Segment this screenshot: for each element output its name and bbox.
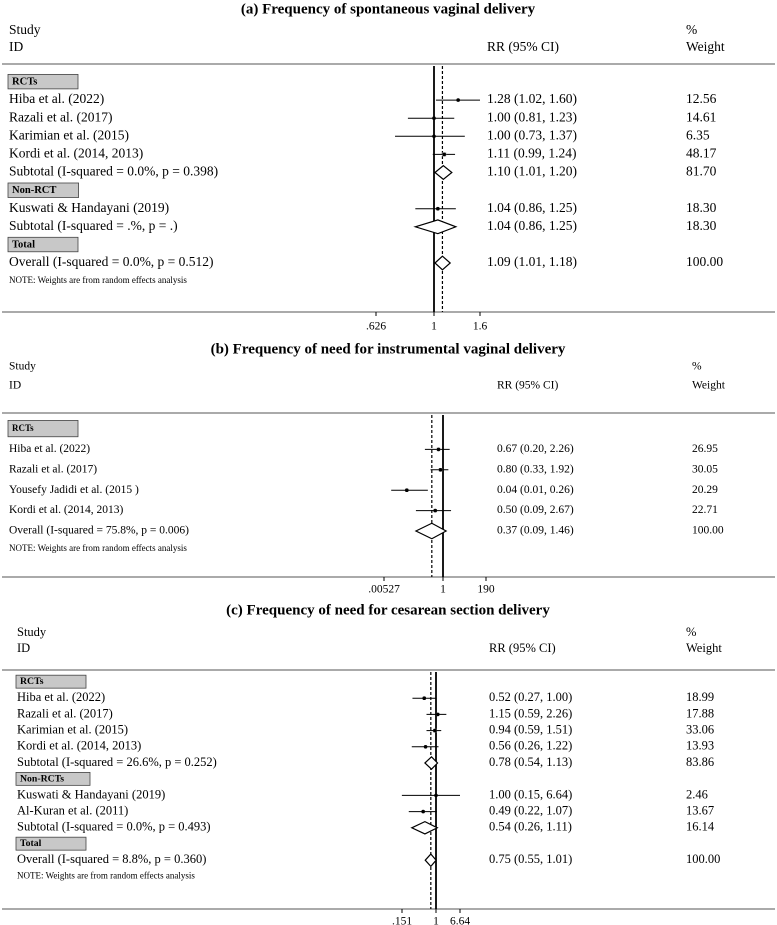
- weight-text: 2.46: [686, 787, 708, 802]
- effect-ci-text: 1.09 (1.01, 1.18): [487, 254, 577, 270]
- axis-tick-label: 1: [440, 583, 446, 596]
- axis-tick-label: 1: [433, 915, 439, 925]
- forest-panel-b: [2, 341, 775, 595]
- study-label: Razali et al. (2017): [9, 463, 98, 476]
- study-label: Kordi et al. (2014, 2013): [9, 145, 144, 161]
- axis-tick-label: .151: [391, 915, 413, 925]
- subtotal-label: Subtotal (I-squared = 26.6%, p = 0.252): [17, 754, 217, 769]
- header-percent: %: [686, 22, 698, 38]
- header-weight: Weight: [686, 39, 725, 55]
- header-percent: %: [686, 624, 697, 639]
- panel-title: (b) Frequency of need for instrumental vaginal delivery: [210, 341, 566, 358]
- point-estimate: [434, 794, 438, 798]
- effect-ci-text: 0.67 (0.20, 2.26): [497, 443, 574, 456]
- effect-ci-text: 0.78 (0.54, 1.13): [489, 754, 573, 769]
- axis-tick-label: .626: [365, 320, 387, 333]
- point-estimate: [405, 488, 409, 492]
- effect-ci-text: 1.11 (0.99, 1.24): [487, 145, 577, 161]
- study-label: Kuswati & Handayani (2019): [17, 787, 166, 802]
- effect-ci-text: 0.04 (0.01, 0.26): [497, 483, 574, 496]
- header-study: Study: [17, 624, 47, 639]
- point-estimate: [433, 509, 437, 513]
- point-estimate: [422, 696, 426, 700]
- header-weight: Weight: [692, 379, 725, 392]
- weight-text: 33.06: [686, 722, 715, 737]
- axis-tick-label: 1.6: [472, 320, 488, 333]
- weight-text: 26.95: [692, 443, 718, 456]
- weight-text: 16.14: [686, 819, 715, 834]
- study-label: Hiba et al. (2022): [9, 91, 105, 107]
- overall-diamond: [435, 256, 450, 270]
- effect-ci-text: 0.75 (0.55, 1.01): [489, 852, 573, 867]
- weight-text: 18.30: [686, 217, 717, 233]
- weight-text: 20.29: [692, 483, 718, 496]
- panel-title: (c) Frequency of need for cesarean section delivery: [226, 602, 550, 619]
- subtotal-label: Subtotal (I-squared = 0.0%, p = 0.398): [9, 163, 219, 179]
- header-id: ID: [17, 640, 31, 655]
- study-label: Yousefy Jadidi et al. (2015 ): [9, 483, 139, 496]
- study-label: Kordi et al. (2014, 2013): [17, 738, 142, 753]
- overall-label: Overall (I-squared = 75.8%, p = 0.006): [9, 524, 189, 537]
- point-estimate: [436, 207, 440, 211]
- point-estimate: [424, 745, 428, 749]
- weights-note: NOTE: Weights are from random effects analysis: [9, 275, 187, 286]
- weight-text: 100.00: [686, 254, 724, 270]
- subtotal-label: Subtotal (I-squared = 0.0%, p = 0.493): [17, 819, 211, 834]
- weight-text: 30.05: [692, 463, 718, 476]
- header-percent: %: [692, 360, 702, 373]
- study-label: Al-Kuran et al. (2011): [17, 803, 129, 818]
- point-estimate: [456, 98, 460, 102]
- weight-text: 6.35: [686, 127, 710, 143]
- header-study: Study: [9, 360, 36, 373]
- effect-ci-text: 1.00 (0.73, 1.37): [487, 127, 577, 143]
- weight-text: 14.61: [686, 109, 717, 125]
- weights-note: NOTE: Weights are from random effects analysis: [17, 870, 195, 881]
- subtotal-diamond: [415, 220, 456, 234]
- effect-ci-text: 1.15 (0.59, 2.26): [489, 706, 573, 721]
- study-label: Hiba et al. (2022): [17, 690, 106, 705]
- point-estimate: [439, 468, 443, 472]
- effect-ci-text: 1.10 (1.01, 1.20): [487, 163, 577, 179]
- overall-label: Overall (I-squared = 0.0%, p = 0.512): [9, 254, 214, 270]
- weight-text: 22.71: [692, 504, 718, 517]
- forest-panel-c: [2, 602, 775, 925]
- effect-ci-text: 0.49 (0.22, 1.07): [489, 803, 573, 818]
- header-id: ID: [9, 39, 24, 55]
- effect-ci-text: 1.04 (0.86, 1.25): [487, 217, 577, 233]
- axis-tick-label: 1: [431, 320, 437, 333]
- effect-ci-text: 1.28 (1.02, 1.60): [487, 91, 577, 107]
- header-study: Study: [9, 22, 41, 38]
- effect-ci-text: 0.80 (0.33, 1.92): [497, 463, 574, 476]
- point-estimate: [442, 153, 446, 157]
- study-label: Karimian et al. (2015): [17, 722, 129, 737]
- forest-panel-a: [2, 1, 775, 332]
- header-effect: RR (95% CI): [497, 379, 559, 392]
- effect-ci-text: 1.04 (0.86, 1.25): [487, 199, 577, 215]
- header-weight: Weight: [686, 640, 722, 655]
- subtotal-label: Subtotal (I-squared = .%, p = .): [9, 217, 178, 233]
- study-label: Razali et al. (2017): [9, 109, 113, 125]
- effect-ci-text: 0.50 (0.09, 2.67): [497, 504, 574, 517]
- subgroup-header: Total: [12, 239, 35, 251]
- weight-text: 13.67: [686, 803, 715, 818]
- panel-title: (a) Frequency of spontaneous vaginal delivery: [240, 1, 536, 18]
- study-label: Kordi et al. (2014, 2013): [9, 504, 124, 517]
- weight-text: 18.30: [686, 199, 717, 215]
- overall-diamond: [425, 854, 436, 866]
- header-id: ID: [9, 379, 22, 392]
- weight-text: 100.00: [692, 524, 724, 537]
- effect-ci-text: 1.00 (0.81, 1.23): [487, 109, 577, 125]
- weight-text: 12.56: [686, 91, 717, 107]
- axis-tick-label: 190: [477, 583, 495, 596]
- study-label: Razali et al. (2017): [17, 706, 113, 721]
- subgroup-header: Non-RCTs: [20, 773, 65, 785]
- weight-text: 83.86: [686, 754, 715, 769]
- subtotal-diamond: [435, 166, 452, 180]
- point-estimate: [432, 116, 436, 120]
- effect-ci-text: 0.94 (0.59, 1.51): [489, 722, 573, 737]
- subgroup-header: RCTs: [12, 423, 34, 434]
- overall-label: Overall (I-squared = 8.8%, p = 0.360): [17, 852, 207, 867]
- study-label: Karimian et al. (2015): [9, 127, 129, 143]
- weight-text: 17.88: [686, 706, 715, 721]
- study-label: Kuswati & Handayani (2019): [9, 199, 170, 215]
- effect-ci-text: 0.52 (0.27, 1.00): [489, 690, 573, 705]
- weight-text: 48.17: [686, 145, 717, 161]
- subtotal-diamond: [412, 822, 438, 834]
- overall-diamond: [416, 523, 446, 539]
- point-estimate: [421, 810, 425, 814]
- header-effect: RR (95% CI): [487, 39, 559, 55]
- subgroup-header: Total: [20, 838, 42, 850]
- effect-ci-text: 0.37 (0.09, 1.46): [497, 524, 574, 537]
- point-estimate: [436, 713, 440, 717]
- axis-tick-label: 6.64: [449, 915, 471, 925]
- weight-text: 100.00: [686, 852, 721, 867]
- subgroup-header: Non-RCT: [12, 185, 57, 197]
- point-estimate: [432, 135, 436, 139]
- effect-ci-text: 0.54 (0.26, 1.11): [489, 819, 572, 834]
- weight-text: 18.99: [686, 690, 715, 705]
- subgroup-header: RCTs: [12, 76, 38, 88]
- effect-ci-text: 0.56 (0.26, 1.22): [489, 738, 573, 753]
- point-estimate: [433, 729, 437, 733]
- weight-text: 81.70: [686, 163, 717, 179]
- study-label: Hiba et al. (2022): [9, 443, 91, 456]
- subgroup-header: RCTs: [20, 676, 44, 688]
- effect-ci-text: 1.00 (0.15, 6.64): [489, 787, 573, 802]
- header-effect: RR (95% CI): [489, 640, 556, 655]
- weight-text: 13.93: [686, 738, 715, 753]
- point-estimate: [437, 448, 441, 452]
- weights-note: NOTE: Weights are from random effects analysis: [9, 543, 187, 554]
- axis-tick-label: .00527: [368, 583, 400, 596]
